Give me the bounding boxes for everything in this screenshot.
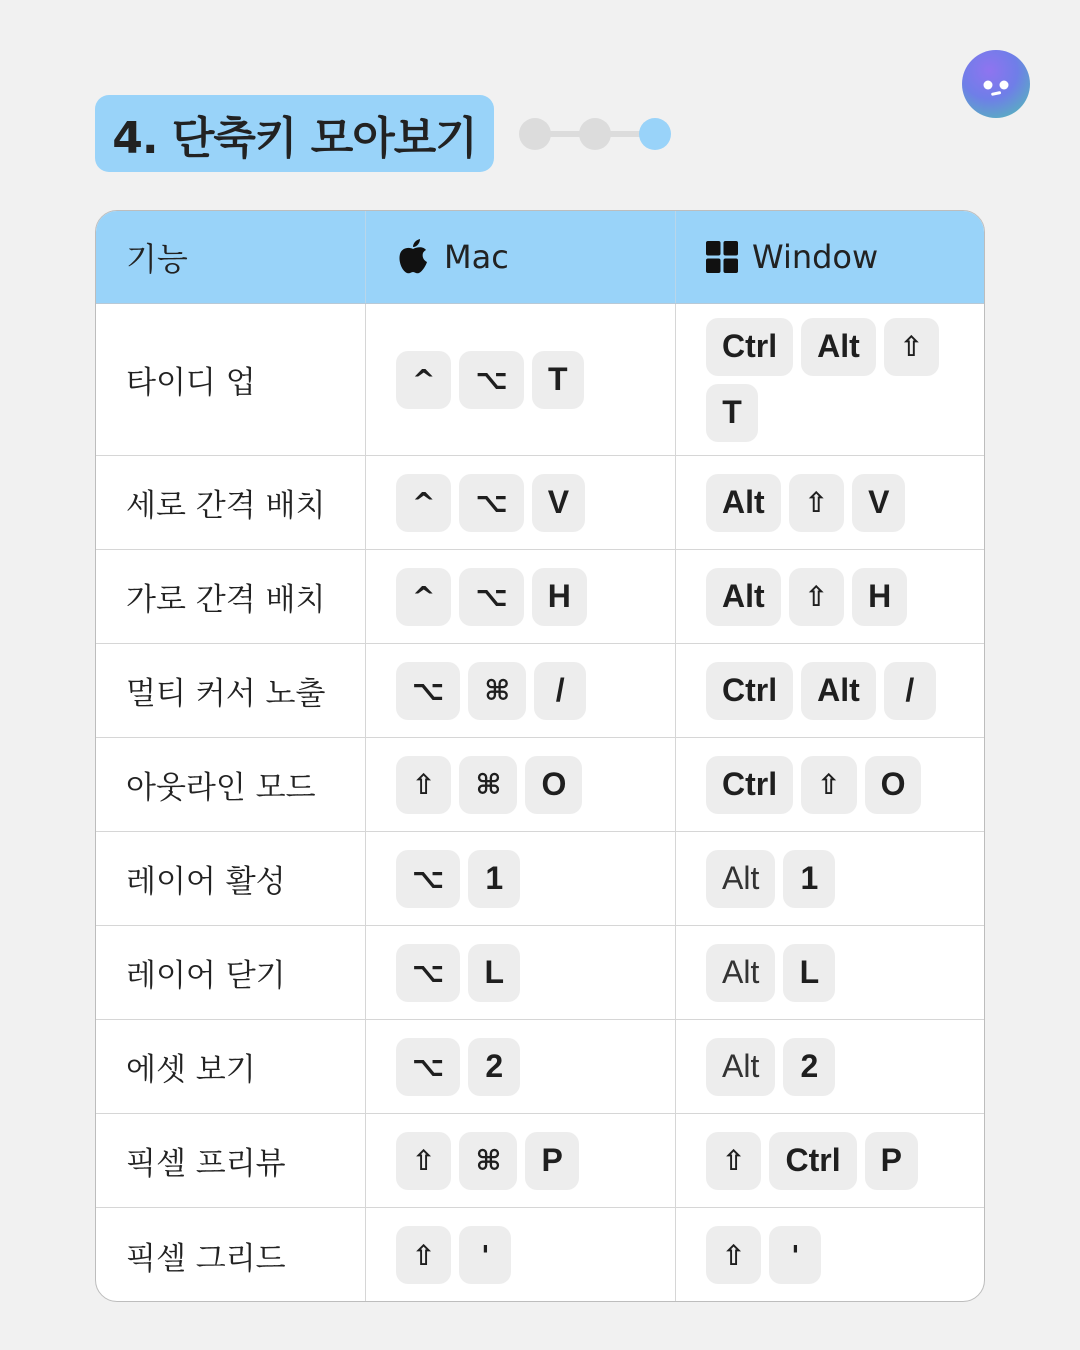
quote-key: '	[769, 1226, 821, 1284]
feature-column-label: 기능	[126, 240, 188, 278]
mac-key-group	[396, 1038, 520, 1096]
option-key: ⌥	[396, 944, 460, 1002]
window-shortcut-cell	[676, 832, 984, 925]
shift-key: ⇧	[396, 1226, 451, 1284]
mac-key-group	[396, 662, 586, 720]
window-key-group	[706, 850, 835, 908]
control-key: ^	[396, 474, 451, 532]
mac-key-group	[396, 850, 520, 908]
shift-key: ⇧	[789, 568, 844, 626]
feature-cell	[96, 738, 366, 831]
feature-cell	[96, 1208, 366, 1302]
window-shortcut-cell	[676, 926, 984, 1019]
column-header-feature	[96, 211, 366, 303]
alt-key: Alt	[706, 568, 781, 626]
avatar	[962, 50, 1030, 118]
option-key: ⌥	[459, 351, 523, 409]
window-shortcut-cell	[676, 456, 984, 549]
mac-shortcut-cell	[366, 832, 676, 925]
ctrl-key: Ctrl	[706, 662, 793, 720]
2-key: 2	[468, 1038, 520, 1096]
window-shortcut-cell	[676, 644, 984, 737]
table-row	[96, 738, 984, 832]
feature-cell	[96, 1020, 366, 1113]
alt-key: Alt	[706, 944, 775, 1002]
alt-key: Alt	[801, 662, 876, 720]
feature-name: 아웃라인 모드	[126, 770, 316, 806]
mac-shortcut-cell	[366, 456, 676, 549]
mac-shortcut-cell	[366, 1020, 676, 1113]
feature-name: 레이어 닫기	[126, 958, 286, 994]
mac-key-group	[396, 944, 520, 1002]
control-key: ^	[396, 568, 451, 626]
option-key: ⌥	[459, 474, 523, 532]
v-key: V	[532, 474, 585, 532]
mac-key-group	[396, 568, 587, 626]
v-key: V	[852, 474, 905, 532]
apple-icon	[396, 239, 430, 275]
slash-key: /	[534, 662, 586, 720]
shift-key: ⇧	[706, 1132, 761, 1190]
o-key: O	[525, 756, 582, 814]
feature-cell	[96, 1114, 366, 1207]
command-key: ⌘	[468, 662, 526, 720]
feature-name: 픽셀 그리드	[126, 1240, 286, 1277]
shift-key: ⇧	[801, 756, 856, 814]
shift-key: ⇧	[789, 474, 844, 532]
column-header-window	[676, 211, 984, 303]
control-key: ^	[396, 351, 451, 409]
option-key: ⌥	[396, 850, 460, 908]
column-header-mac	[366, 211, 676, 303]
feature-cell	[96, 456, 366, 549]
table-header	[96, 211, 984, 304]
window-key-group	[706, 1038, 835, 1096]
feature-name: 레이어 활성	[126, 864, 286, 900]
feature-cell	[96, 926, 366, 1019]
shortcut-table	[95, 210, 985, 1302]
quote-key: '	[459, 1226, 511, 1284]
p-key: P	[525, 1132, 578, 1190]
feature-name: 멀티 커서 노출	[126, 676, 326, 712]
feature-name: 가로 간격 배치	[126, 582, 326, 618]
feature-cell	[96, 644, 366, 737]
mac-shortcut-cell	[366, 644, 676, 737]
window-column-label: Window	[752, 238, 879, 276]
windows-icon	[706, 241, 738, 273]
window-key-group	[706, 1132, 918, 1190]
feature-cell	[96, 832, 366, 925]
mac-shortcut-cell	[366, 304, 676, 455]
mac-shortcut-cell	[366, 1114, 676, 1207]
ctrl-key: Ctrl	[706, 318, 793, 376]
mac-shortcut-cell	[366, 1208, 676, 1302]
table-row	[96, 926, 984, 1020]
command-key: ⌘	[459, 1132, 517, 1190]
1-key: 1	[783, 850, 835, 908]
window-shortcut-cell	[676, 1114, 984, 1207]
mac-shortcut-cell	[366, 550, 676, 643]
2-key: 2	[783, 1038, 835, 1096]
window-key-group	[706, 944, 835, 1002]
option-key: ⌥	[396, 662, 460, 720]
command-key: ⌘	[459, 756, 517, 814]
window-shortcut-cell	[676, 1020, 984, 1113]
mac-key-group	[396, 756, 582, 814]
o-key: O	[865, 756, 922, 814]
table-body	[96, 304, 984, 1302]
l-key: L	[468, 944, 520, 1002]
window-key-group	[706, 1226, 821, 1284]
feature-name: 타이디 업	[126, 365, 256, 401]
ctrl-key: Ctrl	[706, 756, 793, 814]
table-row	[96, 456, 984, 550]
feature-name: 세로 간격 배치	[126, 488, 326, 524]
t-key: T	[532, 351, 584, 409]
step-dot-2	[579, 118, 611, 150]
table-row	[96, 644, 984, 738]
alt-key: Alt	[801, 318, 876, 376]
window-key-group	[706, 662, 936, 720]
mac-key-group	[396, 474, 585, 532]
window-key-group	[706, 568, 907, 626]
table-row	[96, 1020, 984, 1114]
option-key: ⌥	[396, 1038, 460, 1096]
window-shortcut-cell	[676, 1208, 984, 1302]
mac-key-group	[396, 351, 584, 409]
h-key: H	[532, 568, 587, 626]
window-key-group	[706, 318, 964, 442]
feature-name: 에셋 보기	[126, 1052, 256, 1088]
window-key-group	[706, 756, 921, 814]
step-dot-1	[519, 118, 551, 150]
table-row	[96, 304, 984, 456]
step-progress-indicator	[518, 117, 674, 151]
face-icon	[962, 50, 1030, 118]
feature-cell	[96, 550, 366, 643]
table-row	[96, 550, 984, 644]
window-shortcut-cell	[676, 738, 984, 831]
alt-key: Alt	[706, 1038, 775, 1096]
slash-key: /	[884, 662, 936, 720]
mac-shortcut-cell	[366, 926, 676, 1019]
shift-key: ⇧	[396, 756, 451, 814]
feature-name: 픽셀 프리뷰	[126, 1146, 286, 1182]
alt-key: Alt	[706, 850, 775, 908]
mac-key-group	[396, 1226, 511, 1284]
t-key: T	[706, 384, 758, 442]
mac-column-label: Mac	[444, 238, 509, 276]
page-title: 4. 단축키 모아보기	[95, 95, 494, 172]
window-key-group	[706, 474, 905, 532]
table-row	[96, 1114, 984, 1208]
l-key: L	[783, 944, 835, 1002]
mac-shortcut-cell	[366, 738, 676, 831]
shift-key: ⇧	[396, 1132, 451, 1190]
ctrl-key: Ctrl	[769, 1132, 856, 1190]
mac-key-group	[396, 1132, 579, 1190]
window-shortcut-cell	[676, 304, 984, 455]
window-shortcut-cell	[676, 550, 984, 643]
table-row	[96, 1208, 984, 1302]
shift-key: ⇧	[706, 1226, 761, 1284]
1-key: 1	[468, 850, 520, 908]
option-key: ⌥	[459, 568, 523, 626]
shift-key: ⇧	[884, 318, 939, 376]
step-dot-3-active	[639, 118, 671, 150]
h-key: H	[852, 568, 907, 626]
feature-cell	[96, 304, 366, 455]
alt-key: Alt	[706, 474, 781, 532]
p-key: P	[865, 1132, 918, 1190]
table-row	[96, 832, 984, 926]
